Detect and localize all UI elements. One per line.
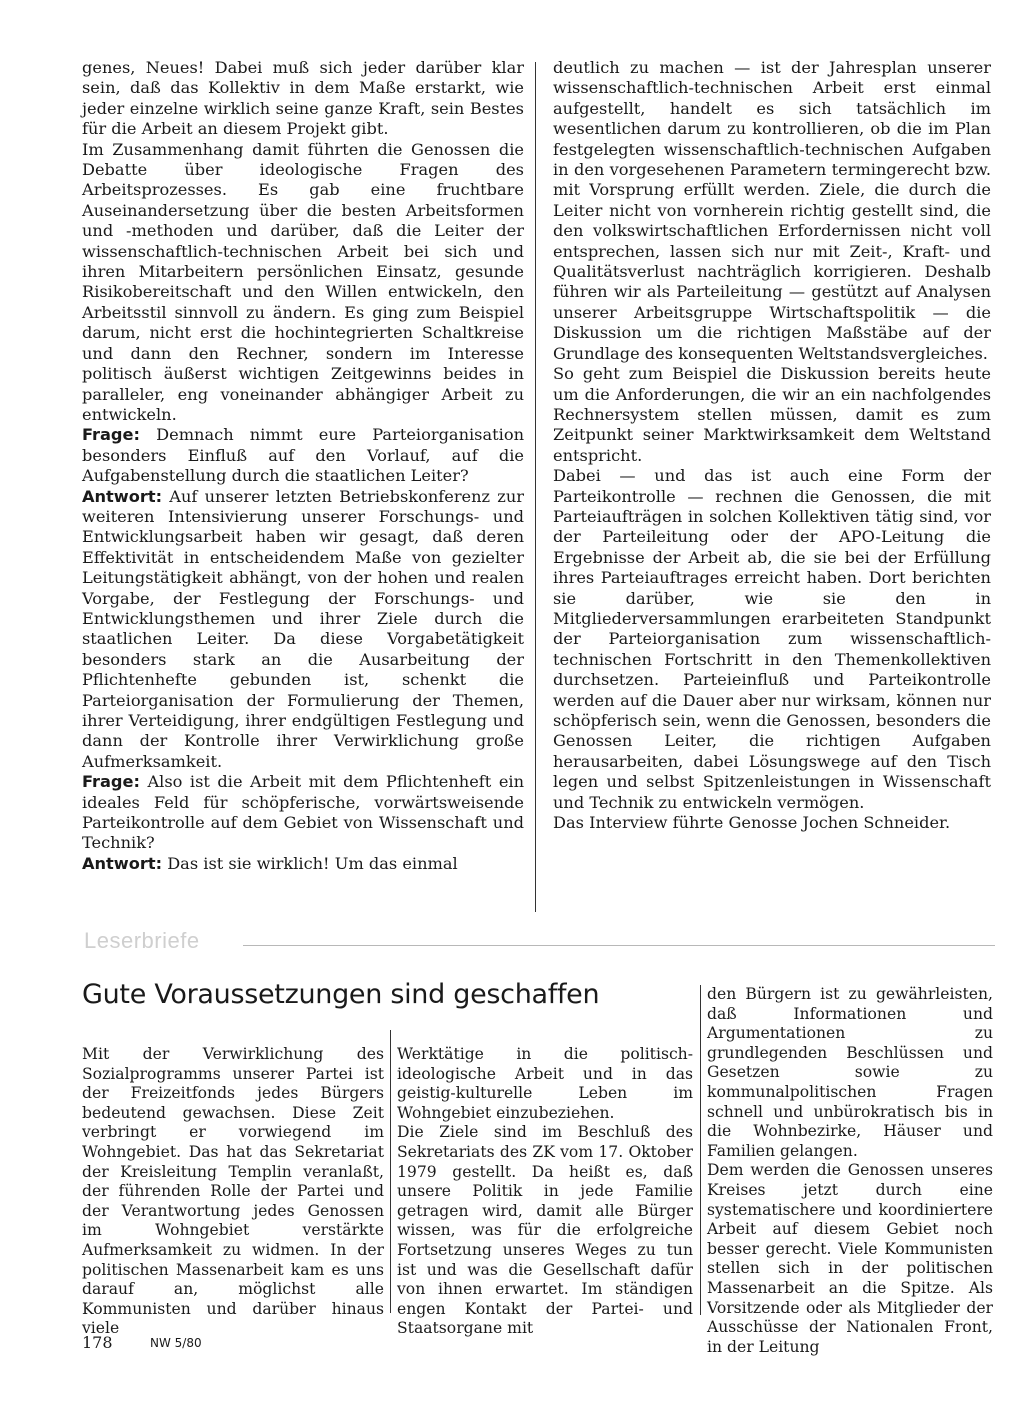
letter-column-1 xyxy=(82,1045,384,1339)
qa-question xyxy=(82,425,524,486)
journal-issue: NW 5/80 xyxy=(150,1336,202,1350)
qa-answer xyxy=(82,854,524,874)
letter-column-3 xyxy=(707,985,993,1357)
qa-label: Frage: xyxy=(82,425,140,445)
paragraph: So geht zum Beispiel die Diskussion bereits heute um die Anforderungen, die wir an ein nachfolgendes Rechnersystem stellen müssen, damit es zum Zeitpunkt seiner Marktwirksamkeit dem Weltstand entspricht. xyxy=(553,364,991,465)
page-number: 178 xyxy=(82,1333,113,1352)
qa-text: Das ist sie wirklich! Um das einmal xyxy=(162,853,458,873)
section-divider xyxy=(243,945,995,946)
section-label: Leserbriefe xyxy=(84,928,200,953)
paragraph: genes, Neues! Dabei muß sich jeder darüber klar sein, daß das Kollektiv in dem Maße erstarkt, wie jeder einzelne wirklich seine ganze Kraft, sein Bestes für die Arbeit an diesem Projekt gibt. xyxy=(82,58,524,139)
column-divider xyxy=(390,1030,391,1313)
paragraph: Werktätige in die politisch-ideologische Arbeit und in das geistig-kulturelle Leben im Wohngebiet einzubeziehen. xyxy=(397,1045,693,1122)
qa-question xyxy=(82,772,524,854)
interview-credit: Das Interview führte Genosse Jochen Schneider. xyxy=(553,813,951,833)
qa-label: Antwort: xyxy=(82,853,163,873)
paragraph: deutlich zu machen — ist der Jahresplan unserer wissenschaftlich-technischen Arbeit erst einmal aufgestellt, handelt es sich tatsächlich im wesentlichen darum zu kontrollieren, ob die im Plan festgelegten wissenschaftlich-technischen Aufgaben in den vorgesehenen Parametern termingerecht bzw. mit Vorsprung erfüllt werden. Ziele, die durch die Leiter nicht von vornherein richtig gestellt sind, die den volkswirtschaftlichen Erfordernissen nicht voll entsprechen, lassen sich nur mit Zeit-, Kraft- und Qualitätsverlust nachträglich korrigieren. Deshalb führen wir als Parteileitung — gestützt auf Analysen unserer Arbeitsgruppe Wirtschaftspolitik — die Diskussion um die richtigen Maßstäbe auf der Grundlage des konsequenten Weltstandsvergleiches. xyxy=(553,58,991,363)
qa-label: Antwort: xyxy=(82,486,163,506)
qa-text: Also ist die Arbeit mit dem Pflichtenheft ein ideales Feld für schöpferische, vorwärtsweisende Parteikontrolle auf dem Gebiet von Wissenschaft und Technik? xyxy=(82,772,524,853)
paragraph: Im Zusammenhang damit führten die Genossen die Debatte über ideologische Fragen des Arbeitsprozesses. Es gab eine fruchtbare Auseinandersetzung über die besten Arbeitsformen und -methoden und darüber, daß die Leiter der wissenschaftlich-technischen Arbeit bei sich und ihren Mitarbeitern persönlichen Einsatz, gesunde Risikobereitschaft und den Willen entwickeln, den Arbeitsstil sinnvoll zu ändern. Es ging zum Beispiel darum, nicht erst die hochintegrierten Schaltkreise und dann den Rechner, sondern im Interesse politisch äußerst wichtigen Zeitgewinns beides in paralleler, eng voneinander abhängiger Arbeit zu entwickeln. xyxy=(82,139,524,424)
qa-answer xyxy=(82,487,524,773)
article-column-top-right xyxy=(553,58,991,833)
paragraph: Dabei — und das ist auch eine Form der Parteikontrolle — rechnen die Genossen, die mit Parteiaufträgen in solchen Kollektiven tätig sind, vor der Parteileitung oder der APO-Leitung die Ergebnisse der Arbeit ab, die sie bei der Erfüllung ihres Parteiauftrages erreicht haben. Dort berichten sie darüber, wie sie den in Mitgliederversammlungen erarbeiteten Standpunkt der Parteiorganisation zum wissenschaftlich-technischen Fortschritt in den Themenkollektiven durchsetzen. Parteieinfluß und Parteikontrolle werden auf die Dauer aber nur wirksam, können nur schöpferisch sein, wenn die Genossen, besonders die Genossen Leiter, die richtigen Aufgaben herausarbeiten, dabei Lösungswege auf den Tisch legen und selbst Spitzenleistungen in Wissenschaft und Technik zu entwickeln vermögen. xyxy=(553,466,991,812)
letter-column-2 xyxy=(397,1045,693,1339)
article-column-top-left xyxy=(82,58,524,874)
qa-label: Frage: xyxy=(82,772,140,792)
paragraph: Dem werden die Genossen unseres Kreises jetzt durch eine systematischere und koordiniertere Arbeit auf diesem Gebiet noch besser gerecht. Viele Kommunisten stellen sich in der politischen Massenarbeit an die Spitze. Als Vorsitzende oder als Mitglieder der Ausschüsse der Nationalen Front, in der Leitung xyxy=(707,1161,993,1356)
column-divider xyxy=(700,985,701,1315)
paragraph: Mit der Verwirklichung des Sozialprogramms unserer Partei ist der Freizeitfonds jedes Bürgers bedeutend gewachsen. Diese Zeit verbringt er vorwiegend im Wohngebiet. Das hat das Sekretariat der Kreisleitung Templin veranlaßt, der führenden Rolle der Partei und der Verantwortung jedes Genossen im Wohngebiet verstärkte Aufmerksamkeit zu widmen. In der politischen Massenarbeit kam es uns darauf an, möglichst alle Kommunisten und darüber hinaus viele xyxy=(82,1045,384,1338)
qa-text: Auf unserer letzten Betriebskonferenz zur weiteren Intensivierung unserer Forschungs- und Entwicklungsarbeit haben wir gesagt, daß deren Effektivität in entscheidendem Maße von gezielter Leitungstätigkeit abhängt, von der hohen und realen Vorgabe, der Festlegung der Forschungs- und Entwicklungsthemen und ihrer Ziele durch die staatlichen Leiter. Da diese Vorgabetätigkeit besonders stark an die Ausarbeitung der Pflichtenhefte gebunden ist, schenkt die Parteiorganisation der Formulierung der Themen, ihrer Verteidigung, ihrer endgültigen Festlegung und dann der Kontrolle ihrer Verwirklichung große Aufmerksamkeit. xyxy=(82,486,524,771)
paragraph: Die Ziele sind im Beschluß des Sekretariats des ZK vom 17. Oktober 1979 gestellt. Da heißt es, daß unsere Politik in jede Familie getragen wird, damit alle Bürger wissen, was für die erfolgreiche Fortsetzung unseres Weges zu tun ist und was die Gesellschaft dafür von ihnen erwartet. Im ständigen engen Kontakt der Partei- und Staatsorgane mit xyxy=(397,1123,693,1338)
column-divider xyxy=(535,62,536,912)
qa-text: Demnach nimmt eure Parteiorganisation besonders Einfluß auf den Vorlauf, auf die Aufgabenstellung durch die staatlichen Leiter? xyxy=(82,425,524,486)
paragraph: den Bürgern ist zu gewährleisten, daß Informationen und Argumentationen zu grundlegenden Beschlüssen und Gesetzen sowie zu kommunalpolitischen Fragen schnell und unbürokratisch bis in die Wohnbezirke, Häuser und Familien gelangen. xyxy=(707,985,993,1160)
article-headline: Gute Voraussetzungen sind geschaffen xyxy=(82,979,600,1010)
